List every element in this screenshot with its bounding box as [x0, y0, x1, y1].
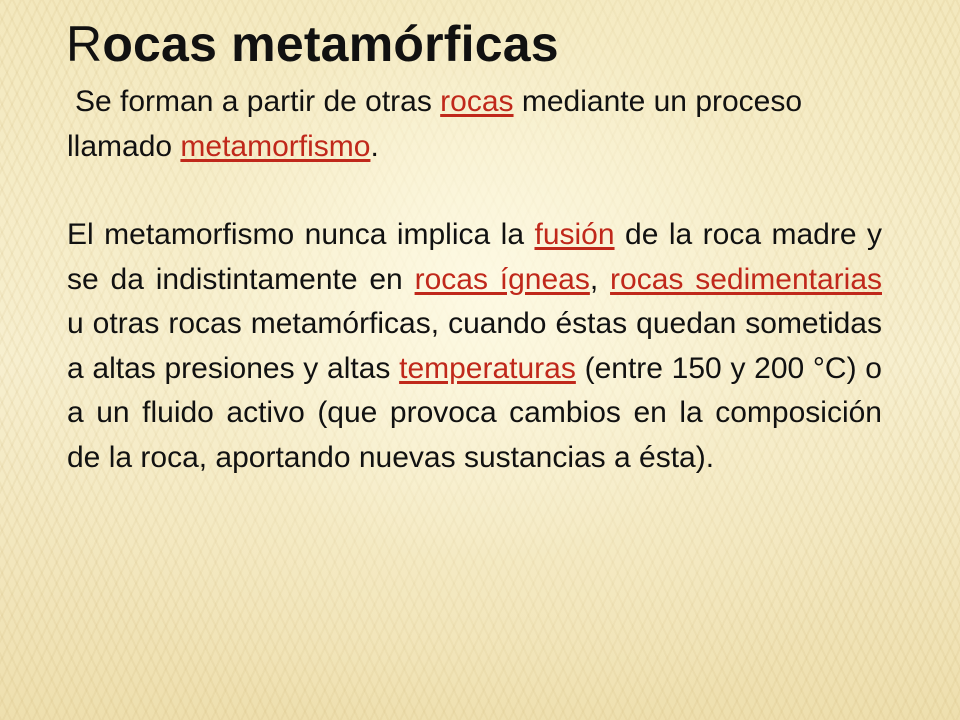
- main-text-5: (entre 150 y 200 °C) o a un fluido activo (que provoca cambios en la composición de la roca, aportando nuevas sustancias a ésta).: [67, 351, 882, 474]
- title-rest: ocas metamórficas: [102, 16, 559, 72]
- link-rocas[interactable]: rocas: [440, 85, 514, 118]
- main-paragraph: [67, 213, 882, 480]
- slide-title: [66, 14, 559, 74]
- link-rocas-igneas[interactable]: rocas ígneas: [414, 262, 590, 296]
- main-text-1: El metamorfismo nunca implica la: [67, 218, 535, 251]
- slide-body: [67, 80, 882, 480]
- main-text-4: u otras rocas metamórficas, cuando éstas quedan sometidas a altas presiones y altas: [67, 307, 882, 385]
- paragraph-spacer: [67, 169, 882, 213]
- intro-paragraph: [67, 80, 882, 169]
- main-text-2: de la roca madre y se da indistintamente en: [67, 218, 882, 296]
- main-text-3: ,: [589, 262, 611, 296]
- link-metamorfismo[interactable]: metamorfismo: [180, 129, 371, 163]
- link-temperaturas[interactable]: temperaturas: [399, 351, 576, 385]
- link-rocas-sedimentarias[interactable]: rocas sedimentarias: [610, 262, 883, 296]
- title-first-letter: R: [66, 16, 103, 72]
- intro-text-3: .: [370, 129, 379, 163]
- intro-text-1: Se forman a partir de otras: [75, 85, 441, 118]
- intro-text-2: mediante un proceso llamado: [67, 85, 803, 163]
- link-fusion[interactable]: fusión: [534, 218, 615, 251]
